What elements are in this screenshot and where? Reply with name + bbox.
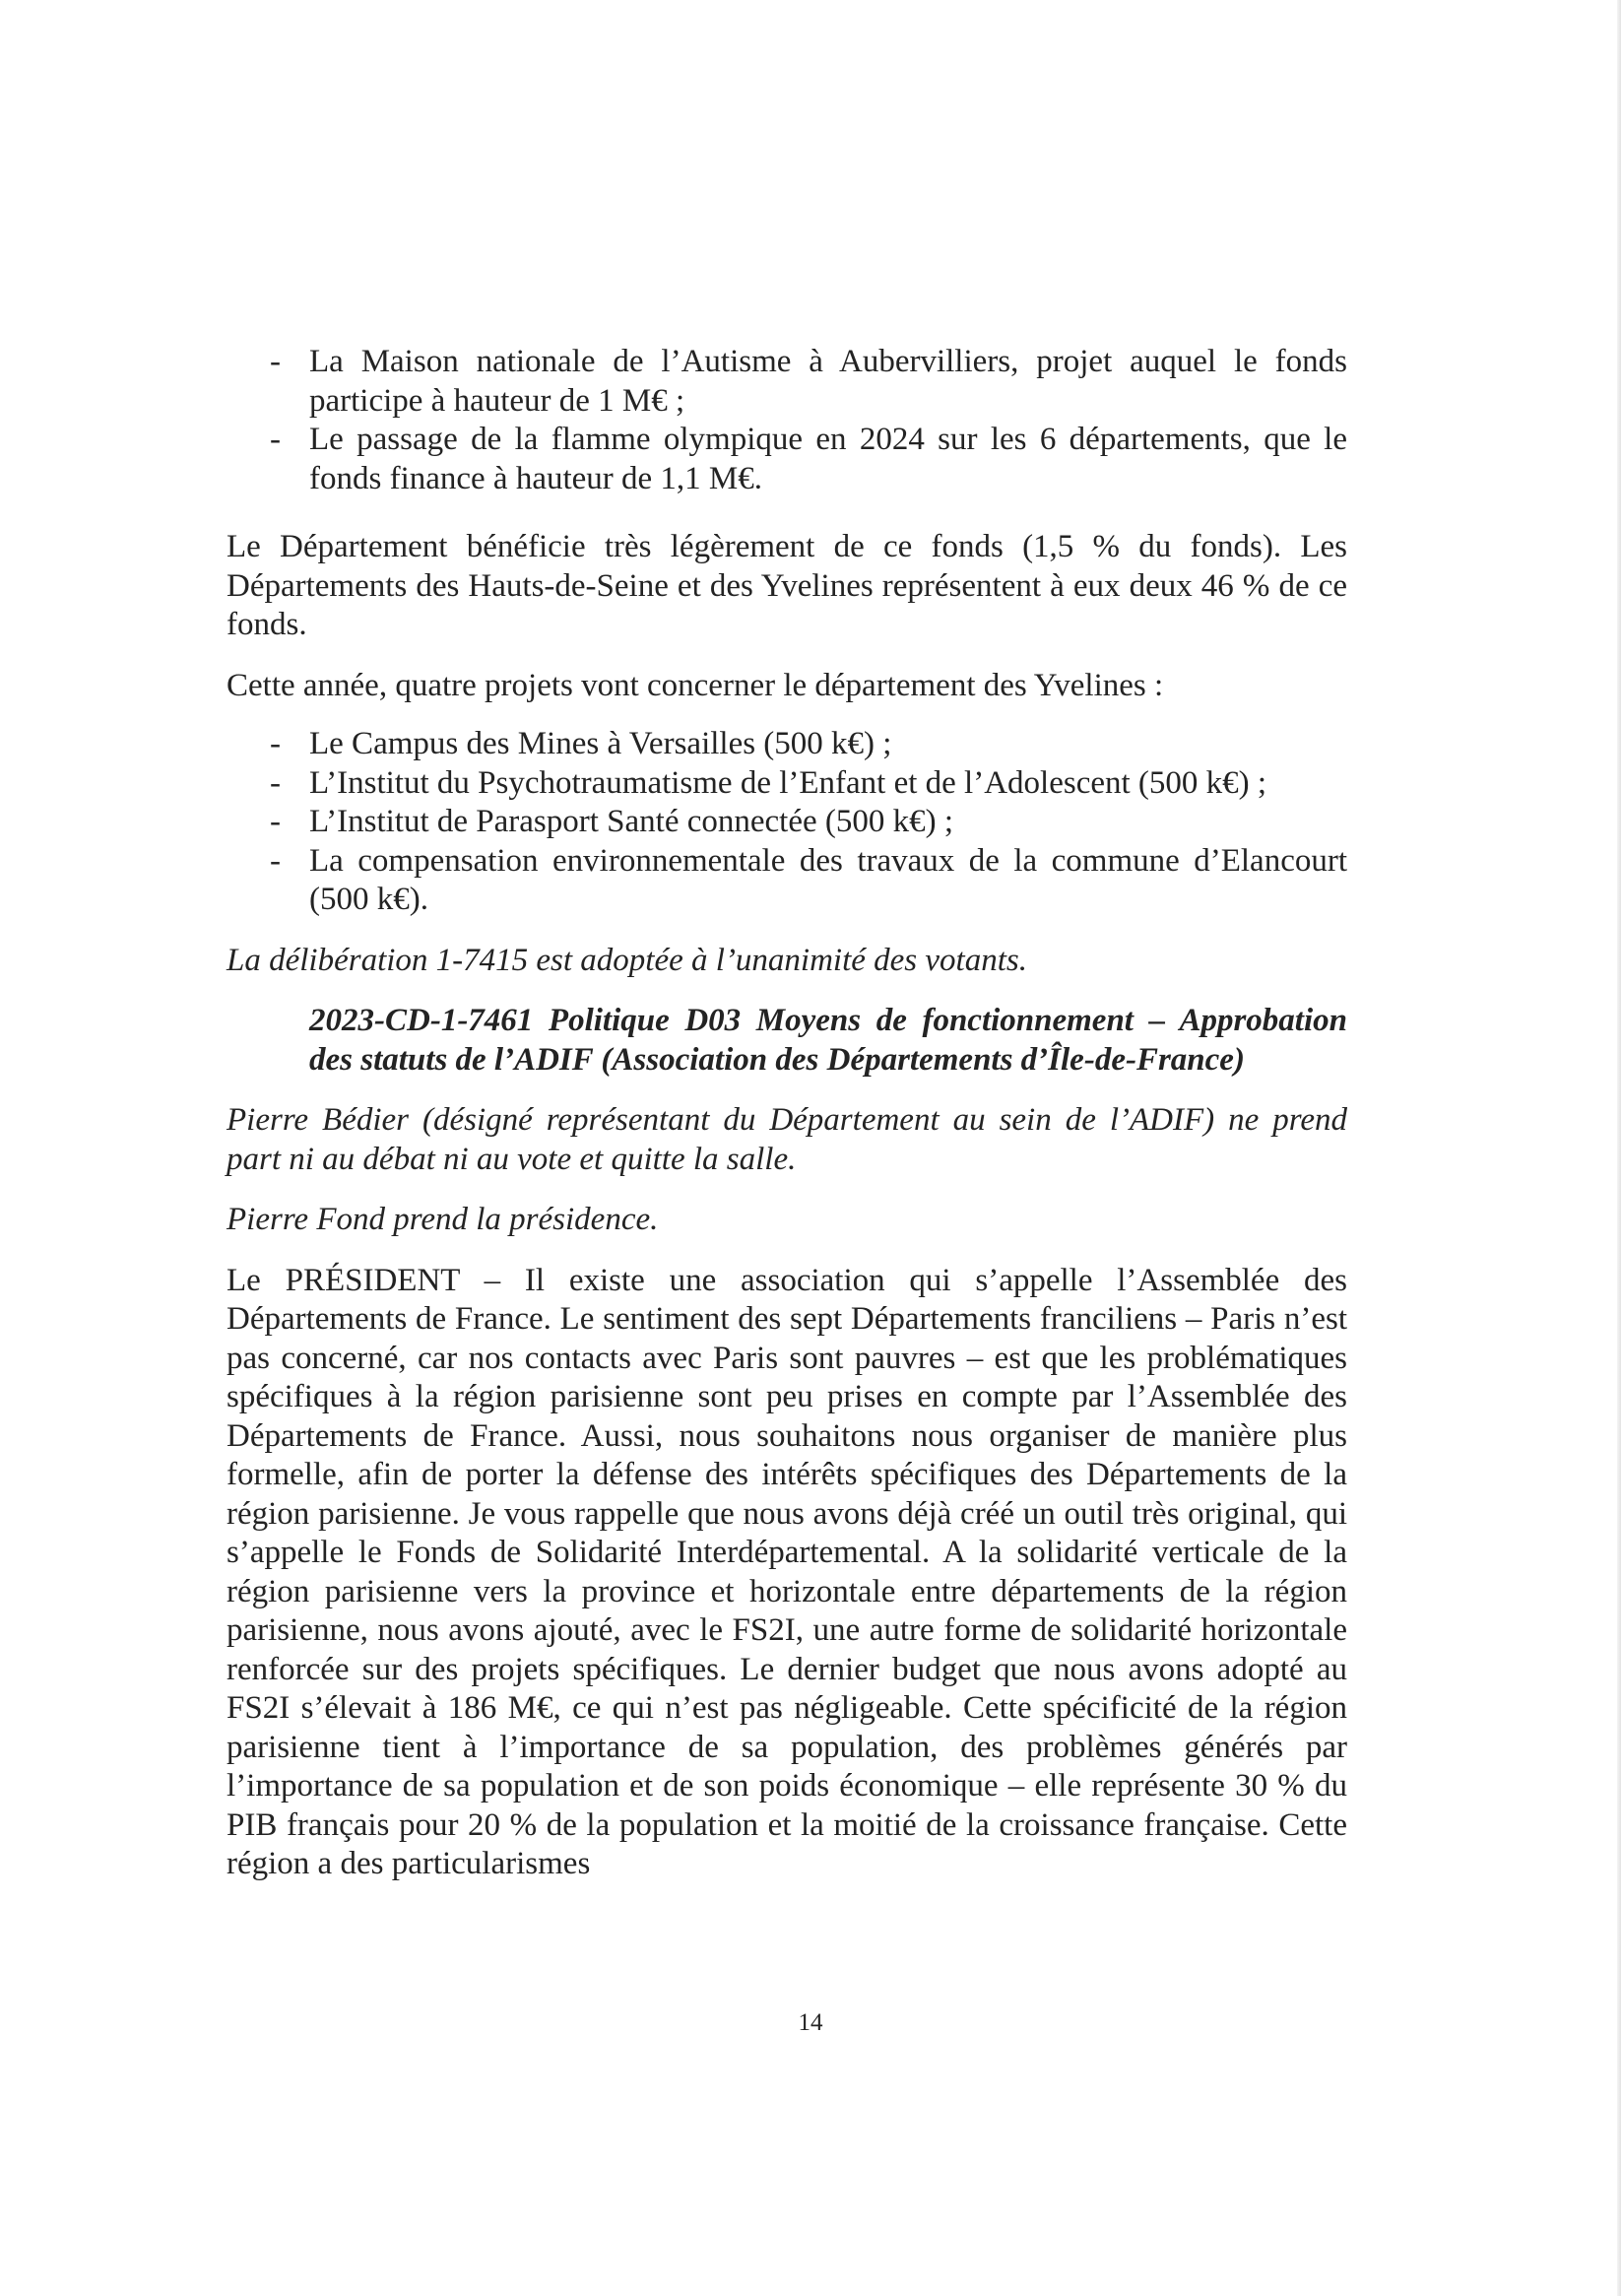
agenda-item-heading: 2023-CD-1-7461 Politique D03 Moyens de fonctionnement – Approbation des statuts de l’ADIF (Association des Départements d’Île-de-France) — [309, 1003, 1347, 1078]
paragraph-president: Le PRÉSIDENT – Il existe une association qui s’appelle l’Assemblée des Départements de France. Le sentiment des sept Départements franciliens – Paris n’est pas concerné, car nos contacts avec Paris sont pauvres – est que les problématiques spécifiques à la région parisienne sont peu prises en compte par l’Assemblée des Départements de France. Aussi, nous souhaitons nous organiser de manière plus formelle, afin de porter la défense des intérêts spécifiques des Départements de la région parisienne. Je vous rappelle que nous avons déjà créé un outil très original, qui s’appelle le Fonds de Solidarité Interdépartemental. A la solidarité verticale de la région parisienne vers la province et horizontale entre départements de la région parisienne, nous avons ajouté, avec le FS2I, une autre forme de solidarité horizontale renforcée sur des projets spécifiques. Le dernier budget que nous avons adopté au FS2I s’élevait à 186 M€, ce qui n’est pas négligeable. Cette spécificité de la région parisienne tient à l’importance de sa population, des problèmes générés par l’importance de sa population et de son poids économique – elle représente 30 % du PIB français pour 20 % de la population et la moitié de la croissance française. Cette région a des particularismes — [227, 1262, 1347, 1881]
note-fond: Pierre Fond prend la présidence. — [227, 1202, 659, 1237]
yvelines-projects-list — [227, 725, 1347, 920]
list-item: - Le passage de la flamme olympique en 2024 sur les 6 départements, que le fonds finance à hauteur de 1,1 M€. — [270, 422, 1347, 496]
scan-edge — [1617, 0, 1621, 2296]
note-bedier: Pierre Bédier (désigné représentant du Département au sein de l’ADIF) ne prend part ni au débat ni au vote et quitte la salle. — [227, 1102, 1347, 1177]
dash-bullet: - — [270, 804, 281, 839]
paragraph-benefice: Le Département bénéficie très légèrement de ce fonds (1,5 % du fonds). Les Départements des Hauts-de-Seine et des Yvelines représentent à eux deux 46 % de ce fonds. — [227, 529, 1347, 642]
dash-bullet: - — [270, 842, 281, 879]
paragraph-intro-projets: Cette année, quatre projets vont concerner le département des Yvelines : — [227, 667, 1164, 703]
list-item: - L’Institut du Psychotraumatisme de l’Enfant et de l’Adolescent (500 k€) ; — [227, 764, 1347, 804]
dash-bullet: - — [270, 422, 281, 457]
deliberation-adopted-note: La délibération 1-7415 est adoptée à l’unanimité des votants. — [227, 942, 1027, 978]
dash-bullet: - — [270, 726, 281, 761]
list-item: - La compensation environnementale des travaux de la commune d’Elancourt (500 k€). — [270, 842, 1347, 917]
list-item: - Le Campus des Mines à Versailles (500 k€) ; — [227, 725, 1347, 764]
page-body — [227, 343, 1347, 1884]
list-item: - L’Institut de Parasport Santé connectée (500 k€) ; — [227, 803, 1347, 842]
list-item: - La Maison nationale de l’Autisme à Aubervilliers, projet auquel le fonds participe à hauteur de 1 M€ ; — [270, 344, 1347, 419]
dash-bullet: - — [270, 344, 281, 379]
dash-bullet: - — [270, 764, 281, 801]
fund-projects-list — [227, 343, 1347, 498]
page-number: 14 — [798, 2009, 823, 2036]
